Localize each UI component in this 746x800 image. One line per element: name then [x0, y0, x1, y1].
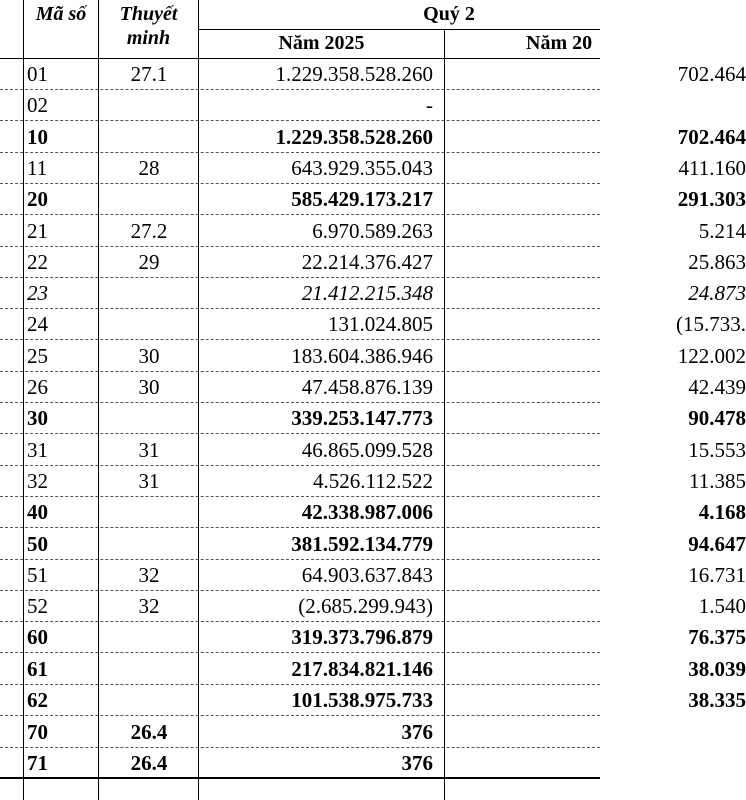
row-code: 22: [27, 249, 48, 274]
row-current-year: 131.024.805: [328, 312, 433, 337]
row-previous-year: 76.375: [688, 625, 746, 650]
header-code: Mã số: [35, 3, 87, 25]
row-code: 01: [27, 62, 48, 86]
row-current-year: 22.214.376.427: [301, 249, 433, 274]
row-note: 28: [138, 155, 160, 180]
row-note: 27.2: [130, 218, 168, 243]
row-code: 40: [27, 500, 48, 525]
row-code: 30: [27, 406, 48, 431]
row-note: 27.1: [130, 62, 168, 86]
row-current-year: 376: [401, 720, 433, 744]
row-code: 61: [27, 656, 48, 681]
row-note: 31: [138, 437, 160, 462]
row-current-year: 1.229.358.528.260: [275, 124, 433, 149]
row-note: [100, 184, 198, 215]
row-note: [100, 497, 198, 528]
row-previous-year: 15.553: [688, 437, 746, 462]
row-previous-year: 90.478: [688, 406, 746, 431]
row-code: 71: [27, 751, 48, 776]
header-current-year: Năm 2025: [278, 32, 365, 54]
row-code: 24: [27, 312, 48, 337]
table-row: [0, 247, 746, 278]
row-code: 51: [27, 562, 48, 587]
row-current-year: 101.538.975.733: [291, 688, 433, 712]
row-current-year: 339.253.147.773: [291, 406, 433, 431]
table-row: [0, 341, 746, 372]
table-row: [0, 622, 746, 653]
row-previous-year: 411.160: [678, 155, 746, 180]
table-row: [0, 748, 600, 779]
row-previous-year: (15.733.: [676, 312, 746, 337]
row-code: 11: [27, 155, 48, 180]
row-note: [100, 403, 198, 434]
table-row: [0, 122, 746, 153]
row-code: 25: [27, 343, 48, 368]
table-row: [0, 466, 746, 497]
row-current-year: 643.929.355.043: [291, 155, 433, 180]
row-code: 23: [27, 281, 48, 306]
row-current-year: 376: [401, 751, 433, 776]
row-code: 32: [27, 468, 48, 493]
header-period-divider: [198, 29, 600, 30]
row-previous-year: 38.335: [688, 688, 746, 712]
table-row: [0, 717, 600, 748]
row-current-year: 381.592.134.779: [291, 531, 433, 556]
row-previous-year: 42.439: [688, 375, 746, 399]
row-note: [100, 654, 198, 685]
table-row: [0, 560, 746, 591]
row-previous-year: 16.731: [688, 562, 746, 587]
row-note: [100, 685, 198, 716]
row-note: 30: [138, 375, 160, 399]
table-row: [0, 90, 600, 121]
row-current-year: 183.604.386.946: [291, 343, 433, 368]
row-current-year: 1.229.358.528.260: [275, 62, 433, 86]
row-previous-year: 1.540: [698, 594, 746, 619]
row-code: 10: [27, 124, 48, 149]
table-row: [0, 435, 746, 466]
row-current-year: 319.373.796.879: [291, 625, 433, 650]
row-note: [100, 529, 198, 560]
row-previous-year: [446, 717, 746, 748]
row-current-year: 64.903.637.843: [301, 562, 433, 587]
row-divider: [0, 777, 600, 779]
row-note: [100, 309, 198, 340]
row-current-year: 217.834.821.146: [291, 656, 433, 681]
row-note: [100, 622, 198, 653]
row-current-year: 42.338.987.006: [301, 500, 433, 525]
row-note: 26.4: [130, 720, 168, 744]
table-row: [0, 403, 746, 434]
row-current-year: -: [426, 93, 433, 118]
row-current-year: 4.526.112.522: [313, 468, 433, 493]
row-current-year: 46.865.099.528: [301, 437, 433, 462]
row-code: 70: [27, 720, 48, 744]
row-previous-year: [446, 748, 746, 779]
table-row: [0, 216, 746, 247]
table-row: [0, 591, 746, 622]
table-row: [0, 59, 746, 90]
row-divider: [0, 715, 600, 716]
row-previous-year: 38.039: [688, 656, 746, 681]
row-code: 21: [27, 218, 48, 243]
row-code: 62: [27, 688, 48, 712]
table-row: [0, 685, 746, 716]
row-code: 50: [27, 531, 48, 556]
row-previous-year: 24.873: [688, 281, 746, 306]
row-previous-year: 94.647: [688, 531, 746, 556]
row-note: 32: [138, 594, 160, 619]
row-note: [100, 278, 198, 309]
header-period: Quý 2: [423, 3, 475, 25]
row-note: 32: [138, 562, 160, 587]
row-previous-year: 702.464: [677, 124, 746, 149]
row-current-year: (2.685.299.943): [298, 594, 433, 619]
table-row: [0, 309, 746, 340]
row-current-year: 585.429.173.217: [291, 187, 433, 212]
row-previous-year: 5.214: [698, 218, 746, 243]
table-row: [0, 153, 746, 184]
table-row: [0, 184, 746, 215]
table-row: [0, 372, 746, 403]
row-previous-year: 4.168: [698, 500, 746, 525]
row-previous-year: 291.303: [677, 187, 746, 212]
row-note: [100, 90, 198, 121]
row-previous-year: 122.002: [677, 343, 746, 368]
row-code: 26: [27, 375, 48, 399]
row-current-year: 6.970.589.263: [312, 218, 433, 243]
row-code: 20: [27, 187, 48, 212]
row-code: 60: [27, 625, 48, 650]
row-code: 52: [27, 594, 48, 619]
row-previous-year: 25.863: [688, 249, 746, 274]
header-note: Thuyết minh: [119, 3, 178, 49]
row-note: [100, 122, 198, 153]
row-note: 29: [138, 249, 160, 274]
table-row: [0, 529, 746, 560]
row-current-year: 21.412.215.348: [301, 281, 433, 306]
row-current-year: 47.458.876.139: [301, 375, 433, 399]
row-note: 26.4: [130, 751, 168, 776]
row-previous-year: [446, 90, 746, 121]
row-note: 31: [138, 468, 160, 493]
row-previous-year: 11.385: [689, 468, 746, 493]
row-note: 30: [138, 343, 160, 368]
row-previous-year: 702.464: [677, 62, 746, 86]
table-row: [0, 497, 746, 528]
header-previous-year: Năm 20: [526, 32, 593, 54]
table-row: [0, 278, 746, 309]
table-row: [0, 654, 746, 685]
row-code: 02: [27, 93, 48, 118]
row-code: 31: [27, 437, 48, 462]
